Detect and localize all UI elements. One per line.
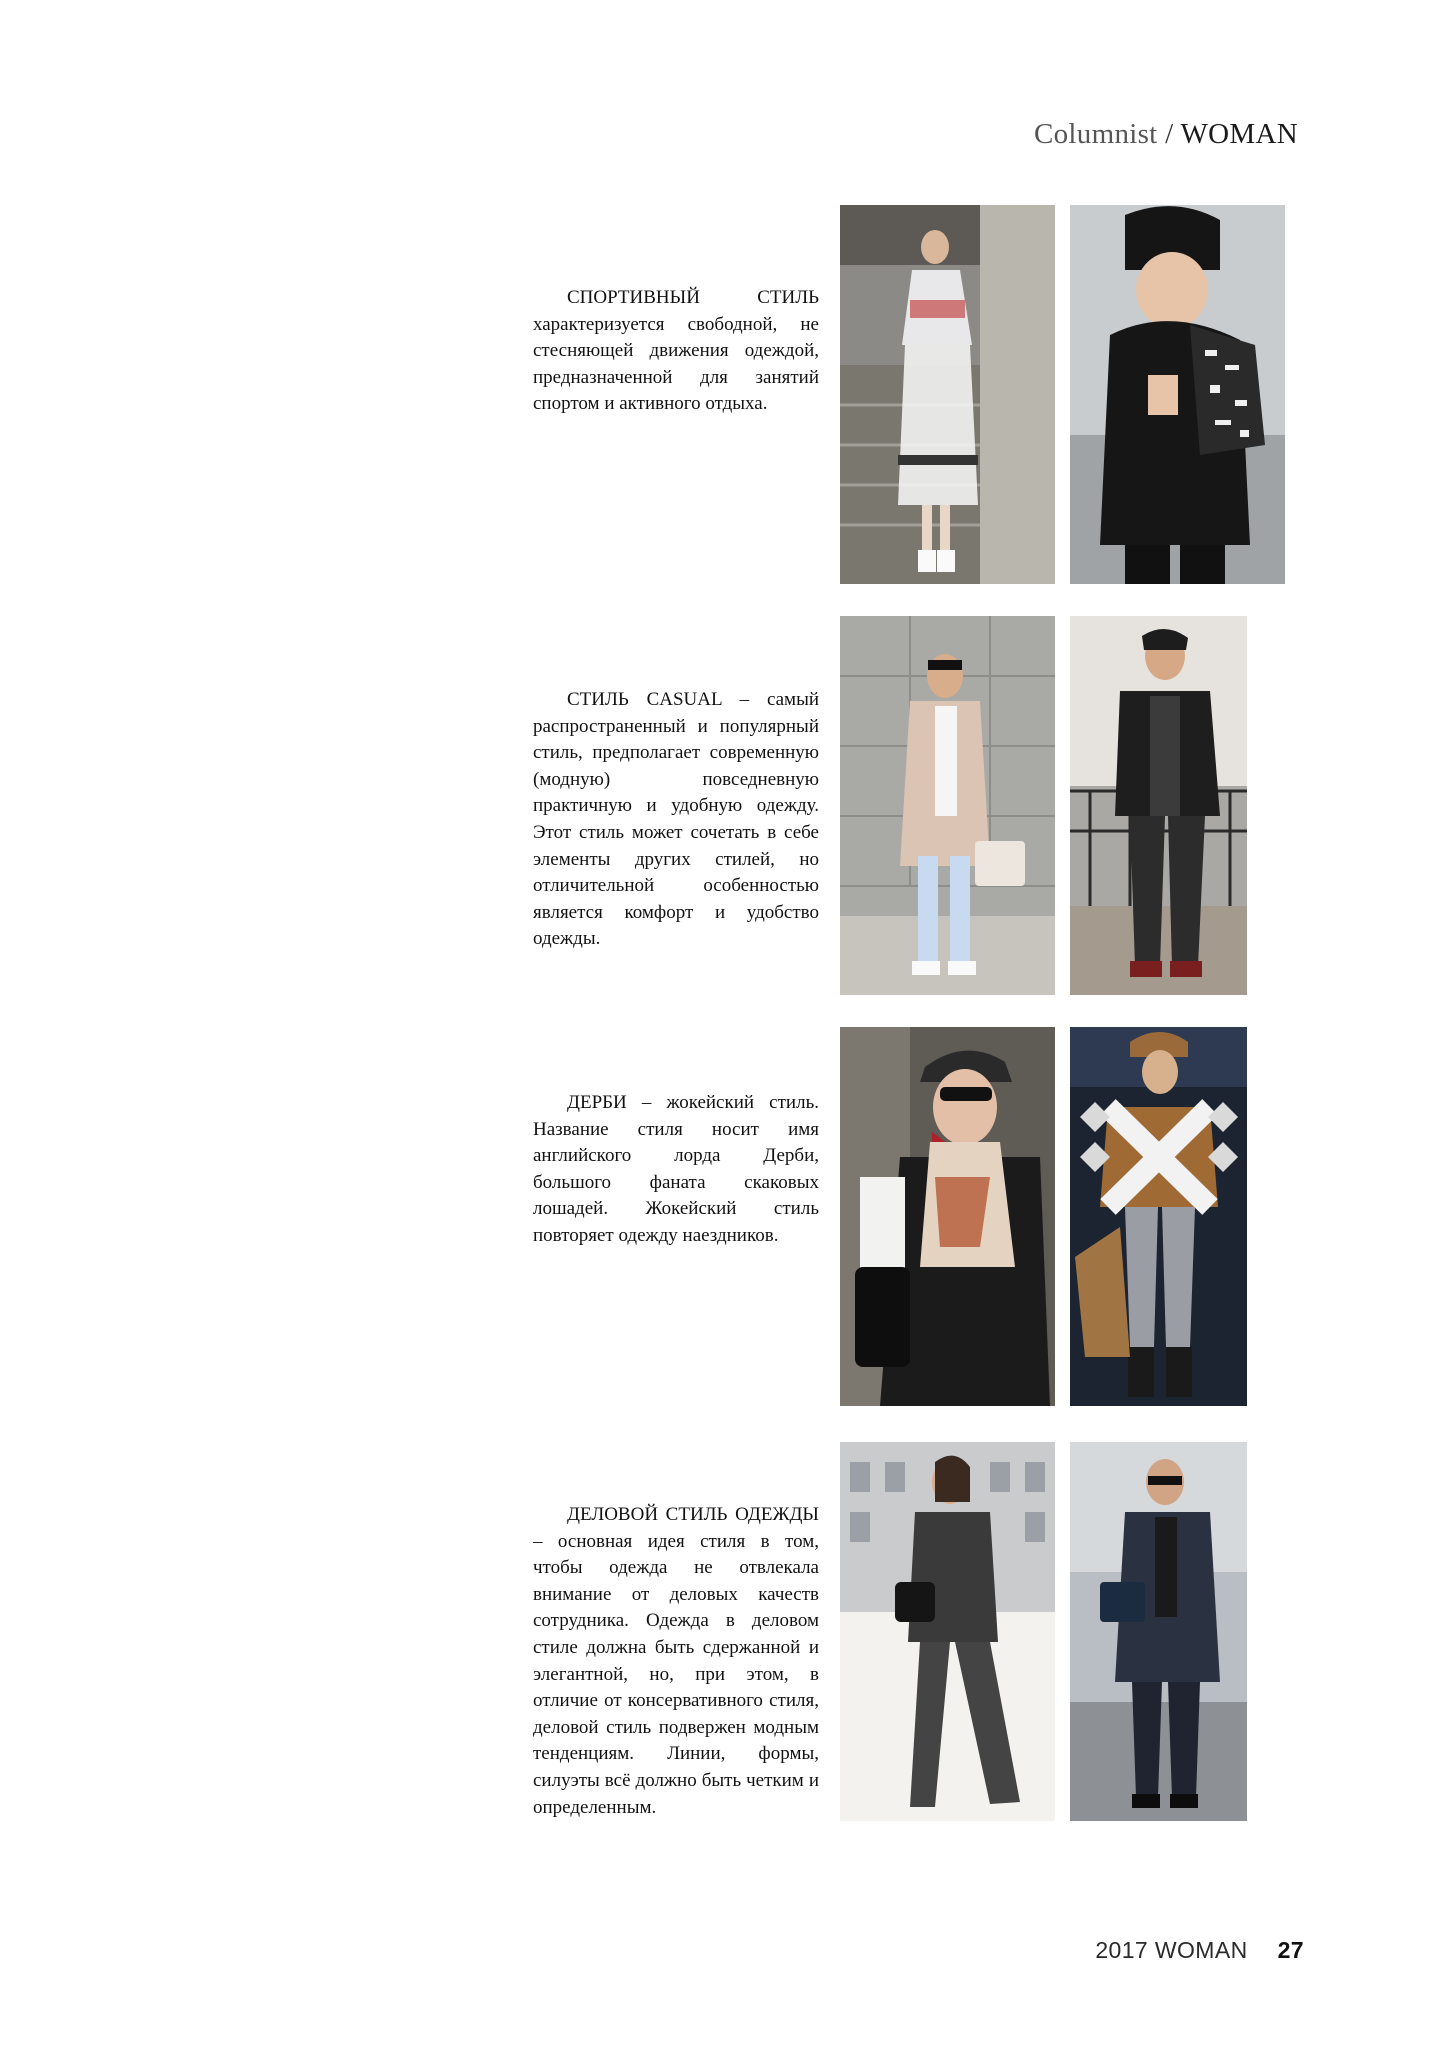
casual-style-paragraph: СТИЛЬ CASUAL – самый распространенный и популярный стиль, предполагает современную (модную) повседневную практичную и удобную одежду. Этот стиль может сочетать в себе элементы других стилей, но отличительной особенностью является комфорт и удобство одежды. <box>533 689 819 950</box>
photo-woman-trench-coat <box>840 616 1055 995</box>
sport-style-paragraph: СПОРТИВНЫЙ СТИЛЬ характеризуется свободной, не стесняющей движения одеждой, предназначенной для занятий спортом и активного отдыха. <box>533 287 819 415</box>
photo-man-suit-briefcase <box>1070 1442 1247 1821</box>
footer-label: 2017 WOMAN <box>1095 1937 1248 1963</box>
photo-man-jockey-jacket <box>1070 1027 1247 1406</box>
derby-style-paragraph: ДЕРБИ – жокейский стиль. Название стиля носит имя английского лорда Дерби, большого фаната скаковых лошадей. Жокейский стиль повторяет одежду наездников. <box>533 1092 819 1246</box>
page-number: 27 <box>1277 1937 1304 1963</box>
photo-man-blazer-joggers <box>1070 616 1247 995</box>
photo-woman-sport-outfit <box>840 205 1055 584</box>
page-footer <box>1095 1937 1304 1964</box>
photo-man-beanie-backpack <box>1070 205 1285 584</box>
photo-woman-cap-scarf <box>840 1027 1055 1406</box>
header-section: Columnist <box>1033 118 1158 150</box>
business-style-paragraph: ДЕЛОВОЙ СТИЛЬ ОДЕЖДЫ – основная идея стиля в том, чтобы одежда не отвлекала внимание от деловых качеств сотрудника. Одежда в деловом стиле должна быть сдержанной и элегантной, но, при этом, в отличие от консервативного стиля, деловой стиль подвержен модным тенденциям. Линии, формы, силуэты всё должно быть четким и определенным. <box>533 1504 819 1818</box>
photo-woman-suit-walking <box>840 1442 1055 1821</box>
running-header <box>1034 118 1298 151</box>
header-magazine: WOMAN <box>1180 118 1298 150</box>
header-separator: / <box>1165 118 1174 150</box>
